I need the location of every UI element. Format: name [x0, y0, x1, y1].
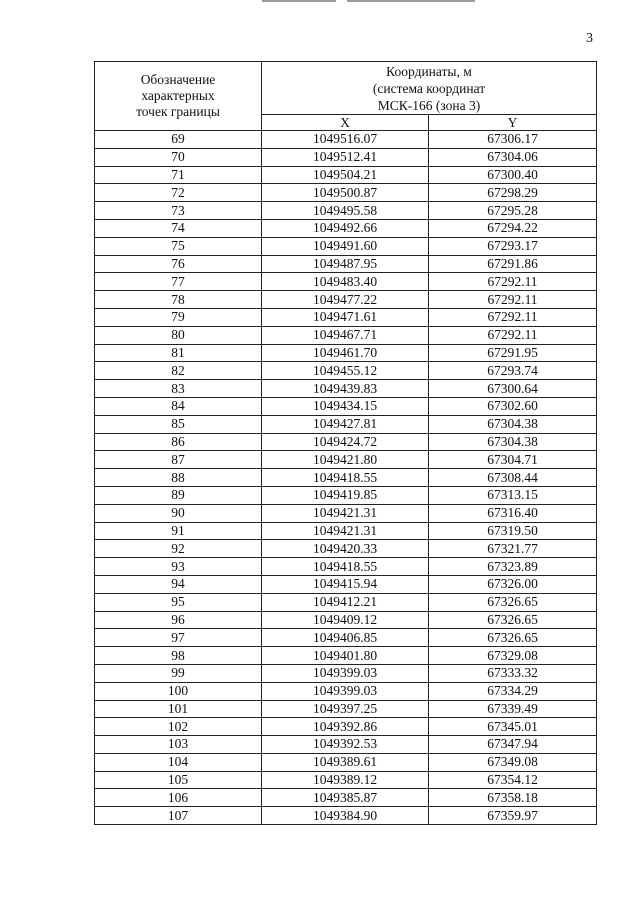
y-coordinate-cell: 67291.86 [429, 255, 597, 273]
coordinates-table [94, 61, 597, 825]
y-coordinate-cell: 67321.77 [429, 540, 597, 558]
point-id-cell: 89 [95, 486, 262, 504]
point-id-cell: 79 [95, 308, 262, 326]
y-column-header: Y [429, 115, 597, 131]
point-id-cell: 88 [95, 469, 262, 487]
point-id-cell: 99 [95, 664, 262, 682]
x-coordinate-cell: 1049424.72 [262, 433, 429, 451]
table-row [95, 237, 597, 255]
x-coordinate-cell: 1049439.83 [262, 380, 429, 398]
point-id-cell: 96 [95, 611, 262, 629]
y-coordinate-cell: 67319.50 [429, 522, 597, 540]
table-row [95, 344, 597, 362]
y-coordinate-cell: 67326.00 [429, 575, 597, 593]
point-id-cell: 84 [95, 397, 262, 415]
point-id-cell: 106 [95, 789, 262, 807]
table-row [95, 415, 597, 433]
table-row [95, 593, 597, 611]
point-id-cell: 71 [95, 166, 262, 184]
point-id-cell: 82 [95, 362, 262, 380]
table-row [95, 166, 597, 184]
point-id-cell: 85 [95, 415, 262, 433]
x-coordinate-cell: 1049434.15 [262, 397, 429, 415]
table-row [95, 469, 597, 487]
table-row [95, 664, 597, 682]
y-coordinate-cell: 67293.74 [429, 362, 597, 380]
x-coordinate-cell: 1049516.07 [262, 131, 429, 149]
x-column-header: X [262, 115, 429, 131]
table-row [95, 629, 597, 647]
table-row [95, 397, 597, 415]
table-row [95, 255, 597, 273]
point-id-cell: 97 [95, 629, 262, 647]
table-row [95, 736, 597, 754]
point-id-cell: 94 [95, 575, 262, 593]
table-row [95, 718, 597, 736]
y-coordinate-cell: 67323.89 [429, 558, 597, 576]
table-row [95, 540, 597, 558]
y-coordinate-cell: 67316.40 [429, 504, 597, 522]
point-id-cell: 100 [95, 682, 262, 700]
y-coordinate-cell: 67354.12 [429, 771, 597, 789]
table-row [95, 611, 597, 629]
table-row [95, 558, 597, 576]
x-coordinate-cell: 1049487.95 [262, 255, 429, 273]
y-coordinate-cell: 67300.40 [429, 166, 597, 184]
y-coordinate-cell: 67293.17 [429, 237, 597, 255]
y-coordinate-cell: 67292.11 [429, 326, 597, 344]
table-row [95, 700, 597, 718]
x-coordinate-cell: 1049461.70 [262, 344, 429, 362]
table-row [95, 291, 597, 309]
x-coordinate-cell: 1049385.87 [262, 789, 429, 807]
x-coordinate-cell: 1049401.80 [262, 647, 429, 665]
table-row [95, 575, 597, 593]
x-coordinate-cell: 1049455.12 [262, 362, 429, 380]
y-coordinate-cell: 67326.65 [429, 611, 597, 629]
x-coordinate-cell: 1049419.85 [262, 486, 429, 504]
y-coordinate-cell: 67306.17 [429, 131, 597, 149]
x-coordinate-cell: 1049389.61 [262, 753, 429, 771]
table-row [95, 486, 597, 504]
y-coordinate-cell: 67304.06 [429, 148, 597, 166]
table-row [95, 380, 597, 398]
table-row [95, 771, 597, 789]
y-coordinate-cell: 67313.15 [429, 486, 597, 504]
top-edge-mark [347, 0, 475, 2]
x-coordinate-cell: 1049406.85 [262, 629, 429, 647]
point-id-cell: 92 [95, 540, 262, 558]
table-row [95, 148, 597, 166]
point-id-cell: 83 [95, 380, 262, 398]
y-coordinate-cell: 67304.71 [429, 451, 597, 469]
table-row [95, 451, 597, 469]
point-id-cell: 75 [95, 237, 262, 255]
point-id-cell: 103 [95, 736, 262, 754]
x-coordinate-cell: 1049392.86 [262, 718, 429, 736]
x-coordinate-cell: 1049500.87 [262, 184, 429, 202]
x-coordinate-cell: 1049512.41 [262, 148, 429, 166]
y-coordinate-cell: 67292.11 [429, 273, 597, 291]
point-id-cell: 98 [95, 647, 262, 665]
table-row [95, 647, 597, 665]
point-header-label: Обозначение характерных точек границы [136, 72, 220, 119]
table-row [95, 504, 597, 522]
x-coordinate-cell: 1049467.71 [262, 326, 429, 344]
y-coordinate-cell: 67347.94 [429, 736, 597, 754]
y-coordinate-cell: 67345.01 [429, 718, 597, 736]
point-id-cell: 91 [95, 522, 262, 540]
x-coordinate-cell: 1049389.12 [262, 771, 429, 789]
page-number: 3 [586, 31, 593, 46]
y-coordinate-cell: 67304.38 [429, 433, 597, 451]
y-coordinate-cell: 67326.65 [429, 629, 597, 647]
point-id-cell: 81 [95, 344, 262, 362]
table-header [95, 62, 597, 131]
point-header-cell [95, 62, 262, 131]
y-coordinate-cell: 67358.18 [429, 789, 597, 807]
y-coordinate-cell: 67334.29 [429, 682, 597, 700]
y-coordinate-cell: 67326.65 [429, 593, 597, 611]
y-coordinate-cell: 67339.49 [429, 700, 597, 718]
y-coordinate-cell: 67333.32 [429, 664, 597, 682]
y-coordinate-cell: 67300.64 [429, 380, 597, 398]
y-coordinate-cell: 67294.22 [429, 219, 597, 237]
x-coordinate-cell: 1049384.90 [262, 807, 429, 825]
x-coordinate-cell: 1049477.22 [262, 291, 429, 309]
y-coordinate-cell: 67292.11 [429, 291, 597, 309]
x-coordinate-cell: 1049399.03 [262, 664, 429, 682]
table-row [95, 273, 597, 291]
y-coordinate-cell: 67359.97 [429, 807, 597, 825]
table-row [95, 433, 597, 451]
point-id-cell: 105 [95, 771, 262, 789]
y-coordinate-cell: 67302.60 [429, 397, 597, 415]
point-id-cell: 104 [95, 753, 262, 771]
point-id-cell: 86 [95, 433, 262, 451]
x-coordinate-cell: 1049421.31 [262, 522, 429, 540]
point-id-cell: 77 [95, 273, 262, 291]
table-row [95, 522, 597, 540]
y-coordinate-cell: 67308.44 [429, 469, 597, 487]
point-id-cell: 73 [95, 202, 262, 220]
x-coordinate-cell: 1049492.66 [262, 219, 429, 237]
coords-header-label: Координаты, м (система координат МСК-166 (зона 3) [372, 63, 486, 113]
x-coordinate-cell: 1049421.31 [262, 504, 429, 522]
x-coordinate-cell: 1049392.53 [262, 736, 429, 754]
point-id-cell: 101 [95, 700, 262, 718]
point-id-cell: 90 [95, 504, 262, 522]
table-row [95, 131, 597, 149]
table-row [95, 202, 597, 220]
table-row [95, 184, 597, 202]
x-coordinate-cell: 1049421.80 [262, 451, 429, 469]
point-id-cell: 78 [95, 291, 262, 309]
point-id-cell: 72 [95, 184, 262, 202]
x-coordinate-cell: 1049412.21 [262, 593, 429, 611]
y-coordinate-cell: 67292.11 [429, 308, 597, 326]
point-id-cell: 76 [95, 255, 262, 273]
table-row [95, 807, 597, 825]
x-coordinate-cell: 1049471.61 [262, 308, 429, 326]
table-row [95, 219, 597, 237]
x-coordinate-cell: 1049409.12 [262, 611, 429, 629]
table-row [95, 362, 597, 380]
point-id-cell: 69 [95, 131, 262, 149]
x-coordinate-cell: 1049427.81 [262, 415, 429, 433]
point-id-cell: 87 [95, 451, 262, 469]
y-coordinate-cell: 67329.08 [429, 647, 597, 665]
table-row [95, 753, 597, 771]
point-id-cell: 74 [95, 219, 262, 237]
x-coordinate-cell: 1049418.55 [262, 558, 429, 576]
x-coordinate-cell: 1049397.25 [262, 700, 429, 718]
table-row [95, 308, 597, 326]
point-id-cell: 80 [95, 326, 262, 344]
x-coordinate-cell: 1049495.58 [262, 202, 429, 220]
table-row [95, 326, 597, 344]
point-id-cell: 107 [95, 807, 262, 825]
point-id-cell: 95 [95, 593, 262, 611]
y-coordinate-cell: 67291.95 [429, 344, 597, 362]
y-coordinate-cell: 67304.38 [429, 415, 597, 433]
x-coordinate-cell: 1049504.21 [262, 166, 429, 184]
point-id-cell: 102 [95, 718, 262, 736]
y-coordinate-cell: 67298.29 [429, 184, 597, 202]
point-id-cell: 93 [95, 558, 262, 576]
x-coordinate-cell: 1049491.60 [262, 237, 429, 255]
y-coordinate-cell: 67349.08 [429, 753, 597, 771]
x-coordinate-cell: 1049399.03 [262, 682, 429, 700]
x-coordinate-cell: 1049415.94 [262, 575, 429, 593]
point-id-cell: 70 [95, 148, 262, 166]
table-row [95, 682, 597, 700]
table-row [95, 789, 597, 807]
table-body [95, 131, 597, 825]
x-coordinate-cell: 1049418.55 [262, 469, 429, 487]
top-edge-mark [262, 0, 336, 2]
x-coordinate-cell: 1049420.33 [262, 540, 429, 558]
coords-header-cell [262, 62, 597, 115]
y-coordinate-cell: 67295.28 [429, 202, 597, 220]
x-coordinate-cell: 1049483.40 [262, 273, 429, 291]
